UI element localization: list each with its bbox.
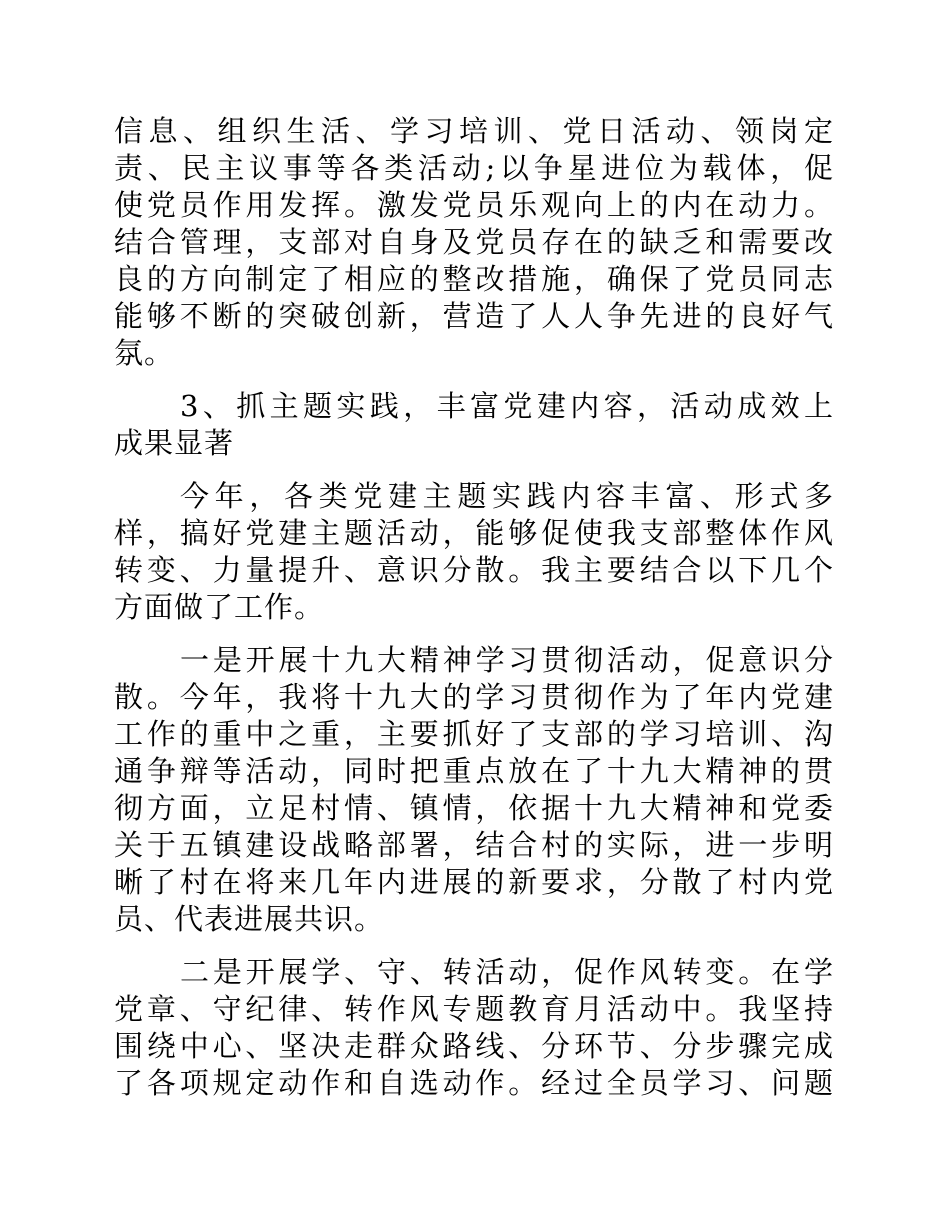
document-page <box>114 113 834 1102</box>
paragraph-this-year <box>114 478 834 626</box>
text-line: 围绕中心、坚决走群众路线、分环节、分步骤完成 <box>114 1029 834 1063</box>
text-line: 样，搞好党建主题活动，能够促使我支部整体作风 <box>114 516 834 550</box>
paragraph-point-one <box>114 642 834 938</box>
paragraph-point-two <box>114 954 834 1102</box>
text-line: 了各项规定动作和自选动作。经过全员学习、问题 <box>114 1066 834 1100</box>
text-line: 晰了村在将来几年内进展的新要求，分散了村内党 <box>114 865 834 899</box>
text-line: 工作的重中之重，主要抓好了支部的学习培训、沟 <box>114 717 834 751</box>
text-line: 结合管理，支部对自身及党员存在的缺乏和需要改 <box>114 225 834 259</box>
text-line: 通争辩等活动，同时把重点放在了十九大精神的贯 <box>114 754 834 788</box>
heading-line: 成果显著 <box>114 426 235 460</box>
heading-line: 3、抓主题实践，丰富党建内容，活动成效上 <box>180 389 834 423</box>
text-line: 氛。 <box>114 336 175 370</box>
text-line: 方面做了工作。 <box>114 590 325 624</box>
text-line: 党章、守纪律、转作风专题教育月活动中。我坚持 <box>114 992 834 1026</box>
text-line: 二是开展学、守、转活动，促作风转变。在学 <box>180 955 834 989</box>
text-line: 责、民主议事等各类活动;以争星进位为载体，促 <box>114 151 834 185</box>
paragraph-activities <box>114 113 834 372</box>
text-line: 转变、力量提升、意识分散。我主要结合以下几个 <box>114 553 834 587</box>
text-line: 散。今年，我将十九大的学习贯彻作为了年内党建 <box>114 680 834 714</box>
text-line: 良的方向制定了相应的整改措施，确保了党员同志 <box>114 262 834 296</box>
text-line: 使党员作用发挥。激发党员乐观向上的内在动力。 <box>114 188 834 222</box>
text-line: 能够不断的突破创新，营造了人人争先进的良好气 <box>114 299 834 333</box>
text-line: 今年，各类党建主题实践内容丰富、形式多 <box>180 479 834 513</box>
text-line: 彻方面，立足村情、镇情，依据十九大精神和党委 <box>114 791 834 825</box>
section-heading-3 <box>114 388 834 462</box>
text-line: 员、代表进展共识。 <box>114 902 385 936</box>
text-line: 信息、组织生活、学习培训、党日活动、领岗定 <box>114 114 834 148</box>
text-line: 一是开展十九大精神学习贯彻活动，促意识分 <box>180 643 834 677</box>
text-line: 关于五镇建设战略部署，结合村的实际，进一步明 <box>114 828 834 862</box>
